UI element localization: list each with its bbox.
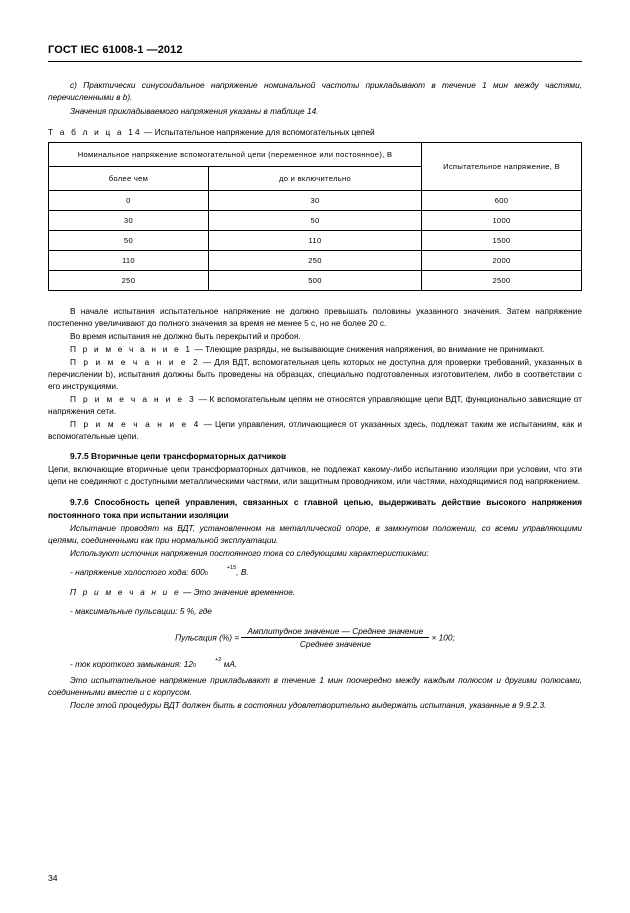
table-caption-prefix: Т а б л и ц а 14 <box>48 127 142 138</box>
table-row <box>49 231 582 251</box>
note-4 <box>48 418 582 442</box>
cell-test-voltage: 2500 <box>422 271 582 291</box>
section-976-title: Способность цепей управления, связанных с главной цепью, выдерживать действие высокого напряжения постоянного тока при испытании изоляции <box>48 497 583 520</box>
note-3 <box>48 393 582 417</box>
cell-up-to: 30 <box>208 191 421 211</box>
table-subheader-more-than: более чем <box>49 167 209 191</box>
section-975-heading <box>48 450 582 462</box>
bullet-3-tolerance <box>193 658 221 670</box>
section-975-number: 9.7.5 <box>70 451 89 462</box>
page-header: ГОСТ IEC 61008-1 —2012 <box>48 44 582 62</box>
body-text-block <box>48 305 582 711</box>
cell-test-voltage: 2000 <box>422 251 582 271</box>
ripple-formula <box>48 626 582 649</box>
formula-tail: × 100; <box>431 632 455 643</box>
cell-test-voltage: 600 <box>422 191 582 211</box>
cell-more-than: 50 <box>49 231 209 251</box>
note-4-text: — Цепи управления, отличающиеся от указанных здесь, подлежат таким же испытаниям, как и вспомогательные цепи. <box>48 419 582 442</box>
bullet-3-pre: - ток короткого замыкания: 12 <box>70 658 193 669</box>
table-row <box>49 211 582 231</box>
section-976-note-text: — Это значение временное. <box>180 586 296 597</box>
bullet-1-post: , В. <box>236 566 249 577</box>
cell-up-to: 250 <box>208 251 421 271</box>
section-976-paragraph-3: Это испытательное напряжение прикладывают в течение 1 мин поочередно между каждым полюсом и другими полюсами, соединенными вместе и с корпусом. <box>48 675 582 698</box>
note-1-text: — Тлеющие разряды, не вызывающие снижения напряжения, во внимание не принимают. <box>192 344 545 355</box>
section-976-bullet-3 <box>48 658 582 671</box>
note-3-text: — К вспомогательным цепям не относятся управляющие цепи ВДТ, функционально зависящие от напряжения сети. <box>48 394 582 417</box>
formula-numerator: Амплитудное значение — Среднее значение <box>241 626 429 638</box>
formula-fraction <box>241 626 429 649</box>
note-2 <box>48 356 582 392</box>
bullet-3-sup: +2 <box>215 657 222 664</box>
auxiliary-circuit-test-voltage-table <box>48 142 582 291</box>
cell-more-than: 30 <box>49 211 209 231</box>
note-1 <box>48 343 582 355</box>
section-976-bullet-2: - максимальные пульсации: 5 %, где <box>70 605 212 616</box>
note-3-label: П р и м е ч а н и е 3 <box>70 394 196 405</box>
section-975-title: Вторичные цепи трансформаторных датчиков <box>90 451 287 462</box>
table-caption <box>48 127 582 137</box>
section-975-text: Цепи, включающие вторичные цепи трансформаторных датчиков, не подлежат какому-либо испытанию изоляции при условии, что эти цепи не соединяют с доступными металлическими частями, или защитным проводником, или частями, находящимися под напряжением. <box>48 464 582 487</box>
cell-up-to: 500 <box>208 271 421 291</box>
cell-more-than: 110 <box>49 251 209 271</box>
bullet-1-tolerance <box>205 566 237 578</box>
section-976-paragraph-2: Используют источник напряжения постоянного тока со следующими характеристиками: <box>70 547 429 558</box>
cell-more-than: 0 <box>49 191 209 211</box>
section-976-number: 9.7.6 <box>70 497 89 508</box>
intro-values-line: Значения прикладываемого напряжения указаны в таблице 14. <box>70 106 319 117</box>
section-976-paragraph-1: Испытание проводят на ВДТ, установленном на металлической опоре, в замкнутом положении, со всеми управляющими цепями, соединенными как при нормальной эксплуатации. <box>48 522 582 545</box>
note-2-label: П р и м е ч а н и е 2 <box>70 357 200 368</box>
note-2-text: — Для ВДТ, вспомогательная цепь которых не доступна для проверки требований, указанных в перечислении b), испытания должны быть проведены на образцах, специально подготовленных изготовителем, либо в соответствии с его инструкциями. <box>48 357 582 392</box>
table-row <box>49 191 582 211</box>
section-976-heading <box>48 496 582 520</box>
bullet-1-sup: +15 <box>226 565 237 572</box>
formula-denominator: Среднее значение <box>299 638 371 649</box>
bullet-3-post: мА. <box>221 658 238 669</box>
section-976-bullet-1 <box>48 566 582 579</box>
section-976-note <box>48 586 582 598</box>
cell-up-to: 110 <box>208 231 421 251</box>
paragraph-no-flashover: Во время испытания не должно быть перекрытий и пробоя. <box>70 331 301 342</box>
note-1-label: П р и м е ч а н и е 1 <box>70 344 193 355</box>
table-row <box>49 271 582 291</box>
cell-up-to: 50 <box>208 211 421 231</box>
formula-lead: Пульсация (%) = <box>175 632 240 643</box>
table-row <box>49 251 582 271</box>
intro-item-c: c) Практически синусоидальное напряжение номинальной частоты прикладывают в течение 1 мин между частями, перечисленными в b). <box>48 80 582 103</box>
cell-more-than: 250 <box>49 271 209 291</box>
cell-test-voltage: 1000 <box>422 211 582 231</box>
section-976-paragraph-4: После этой процедуры ВДТ должен быть в состоянии удовлетворительно выдержать испытания, указанные в 9.9.2.3. <box>70 700 547 711</box>
bullet-1-pre: - напряжение холостого хода: 600 <box>70 566 205 577</box>
page-number: 34 <box>48 873 58 883</box>
table-caption-text: — Испытательное напряжение для вспомогательных цепей <box>141 127 375 138</box>
note-4-label: П р и м е ч а н и е 4 <box>70 419 201 430</box>
bullet-3-sub: 0 <box>193 662 197 669</box>
paragraph-test-start: В начале испытания испытательное напряжение не должно превышать половины указанного значения. Затем напряжение постепенно увеличивают до полного значения за время не менее 5 с, но не более 20 с. <box>48 306 582 329</box>
table-subheader-up-to: до и включительно <box>208 167 421 191</box>
section-976-note-label: П р и м е ч а н и е <box>70 586 181 597</box>
table-header-left: Номинальное напряжение вспомогательной цепи (переменное или постоянное), В <box>49 143 422 167</box>
table-header-right: Испытательное напряжение, В <box>422 143 582 191</box>
cell-test-voltage: 1500 <box>422 231 582 251</box>
bullet-1-sub: 0 <box>204 571 208 578</box>
table-header-row <box>49 143 582 167</box>
